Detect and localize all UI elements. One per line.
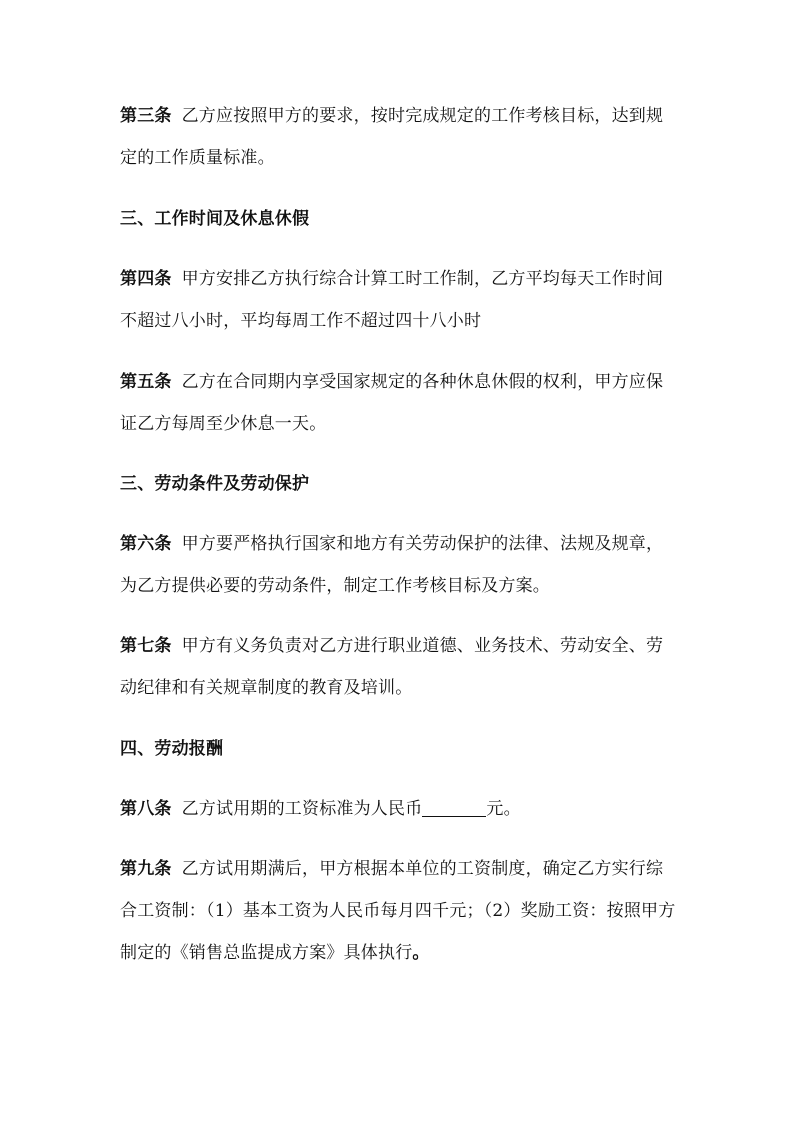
article-number: 第五条 (120, 372, 172, 392)
article-9 (120, 848, 676, 974)
article-6 (120, 523, 676, 607)
article-text: 乙方应按照甲方的要求，按时完成规定的工作考核目标，达到规定的工作质量标准。 (120, 106, 664, 168)
article-text: 甲方要严格执行国家和地方有关劳动保护的法律、法规及规章，为乙方提供必要的劳动条件，制定工作考核目标及方案。 (120, 534, 664, 596)
article-text-tail: 。 (412, 943, 430, 963)
article-5 (120, 361, 676, 445)
article-4 (120, 258, 676, 342)
article-text: 乙方试用期满后，甲方根据本单位的工资制度，确定乙方实行综合工资制：（1）基本工资为人民币每月四千元；（2）奖励工资：按照甲方制定的《销售总监提成方案》具体执行 (120, 859, 676, 963)
article-number: 第八条 (120, 799, 172, 819)
article-number: 第九条 (120, 859, 172, 879)
article-7 (120, 625, 676, 709)
article-number: 第七条 (120, 636, 172, 656)
article-8 (120, 788, 676, 830)
article-text-before: 乙方试用期的工资标准为人民币 (181, 799, 423, 819)
article-text: 甲方安排乙方执行综合计算工时工作制，乙方平均每天工作时间不超过八小时，平均每周工作不超过四十八小时 (120, 269, 664, 331)
article-text: 甲方有义务负责对乙方进行职业道德、业务技术、劳动安全、劳动纪律和有关规章制度的教育及培训。 (120, 636, 664, 698)
salary-blank-field (422, 798, 486, 817)
article-text-after: 元。 (486, 799, 521, 819)
article-number: 第三条 (120, 106, 172, 126)
section-heading-worktime: 三、工作时间及休息休假 (120, 209, 310, 229)
article-number: 第四条 (120, 269, 172, 289)
article-text: 乙方在合同期内享受国家规定的各种休息休假的权利，甲方应保证乙方每周至少休息一天。 (120, 372, 664, 434)
article-3 (120, 95, 676, 179)
article-number: 第六条 (120, 534, 172, 554)
section-heading-protection: 三、劳动条件及劳动保护 (120, 474, 310, 494)
section-heading-pay: 四、劳动报酬 (120, 739, 224, 759)
